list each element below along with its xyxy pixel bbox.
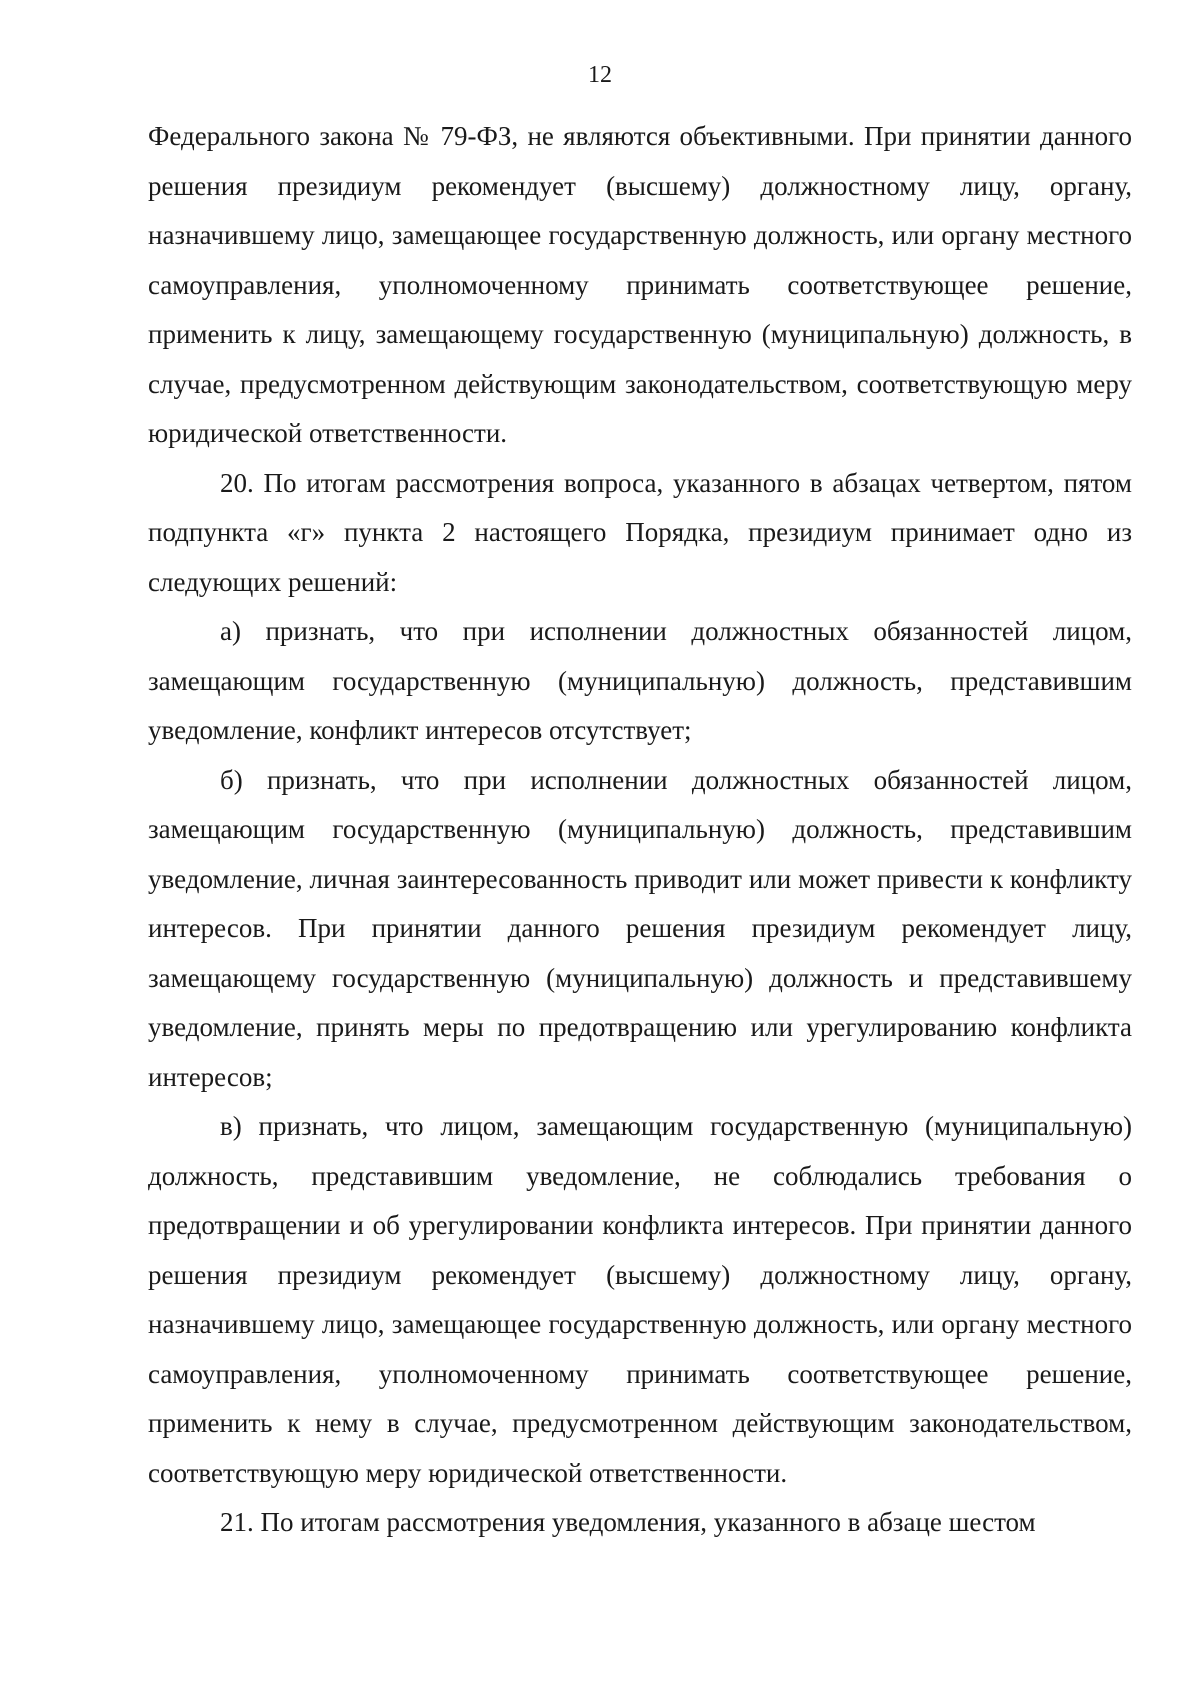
paragraph-item-20: 20. По итогам рассмотрения вопроса, указанного в абзацах четвертом, пятом подпункта «г» пункта 2 настоящего Порядка, президиум принимает одно из следующих решений: [148, 467, 1132, 597]
page-number: 12 [588, 62, 612, 88]
paragraph-item-21: 21. По итогам рассмотрения уведомления, указанного в абзаце шестом [220, 1507, 1036, 1537]
paragraph-subitem-b: б) признать, что при исполнении должностных обязанностей лицом, замещающим государственную (муниципальную) должность, представившим уведомление, личная заинтересованность приводит или может привести к конфликту интересов. При принятии данного решения президиум рекомендует лицу, замещающему государственную (муниципальную) должность и представившему уведомление, принять меры по предотвращению или урегулированию конфликта интересов; [148, 764, 1132, 1092]
paragraph-subitem-v: в) признать, что лицом, замещающим государственную (муниципальную) должность, представившим уведомление, не соблюдались требования о предотвращении и об урегулировании конфликта интересов. При принятии данного решения президиум рекомендует (высшему) должностному лицу, органу, назначившему лицо, замещающее государственную должность, или органу местного самоуправления, уполномоченному принимать соответствующее решение, применить к нему в случае, предусмотренном действующим законодательством, соответствующую меру юридической ответственности. [148, 1111, 1132, 1488]
paragraph-subitem-a: а) признать, что при исполнении должностных обязанностей лицом, замещающим государственную (муниципальную) должность, представившим уведомление, конфликт интересов отсутствует; [148, 616, 1132, 745]
paragraph-continuation: Федерального закона № 79-ФЗ, не являются объективными. При принятии данного решения президиум рекомендует (высшему) должностному лицу, органу, назначившему лицо, замещающее государственную должность, или органу местного самоуправления, уполномоченному принимать соответствующее решение, применить к лицу, замещающему государственную (муниципальную) должность, в случае, предусмотренном действующим законодательством, соответствующую меру юридической ответственности. [148, 121, 1132, 448]
document-body [148, 112, 1132, 1548]
